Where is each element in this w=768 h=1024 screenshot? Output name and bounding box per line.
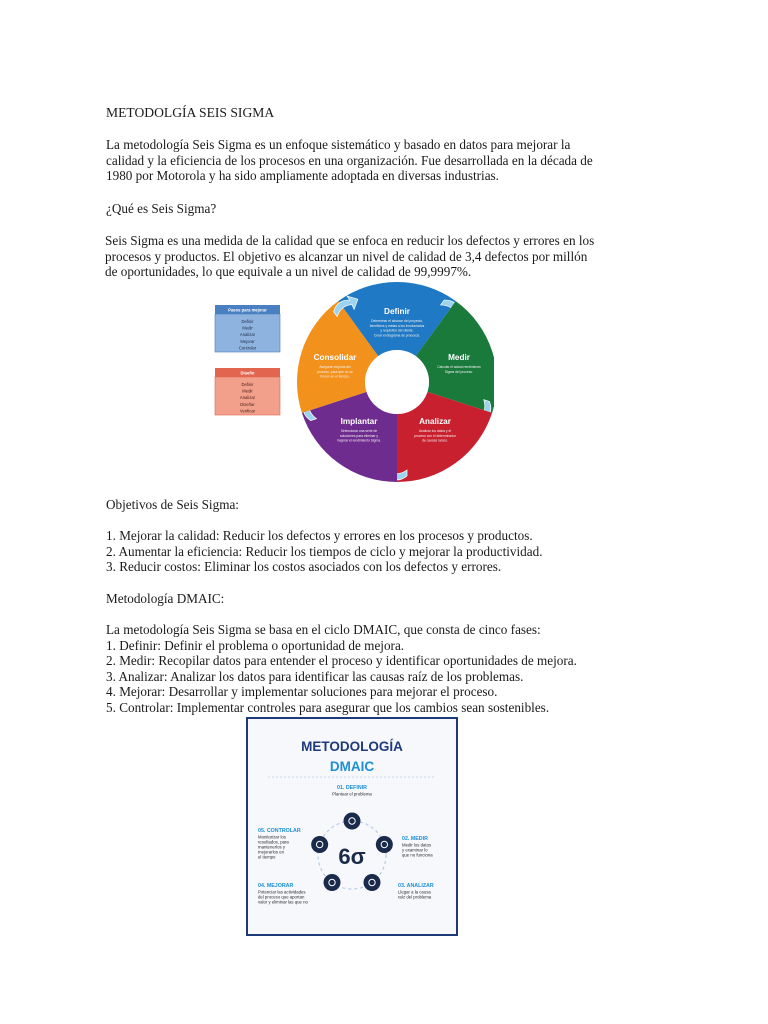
- segment-label: Medir: [448, 353, 470, 362]
- segment-label: Implantar: [340, 417, 378, 426]
- segment-description: mejorar el rendimiento Sigma.: [337, 438, 381, 443]
- list-item: 4. Mejorar: Desarrollar y implementar soluciones para mejorar el proceso.: [106, 684, 498, 700]
- segment-description: Seleccionar una serie de: [340, 429, 378, 433]
- step-description: Potenciar las actividades: [258, 889, 306, 895]
- section-heading-dmaic: Metodología DMAIC:: [106, 591, 225, 606]
- step-description: y examinar lo: [402, 847, 428, 853]
- text-line: Seis Sigma es una medida de la calidad que se enfoca en reducir los defectos y errores en los: [105, 233, 595, 248]
- section-heading-que-es: ¿Qué es Seis Sigma?: [106, 201, 217, 216]
- text-line: procesos y productos. El objetivo es alcanzar un nivel de calidad de 3,4 defectos por millón: [105, 248, 588, 264]
- list-item: 5. Controlar: Implementar controles para asegurar que los cambios sean sostenibles.: [106, 699, 550, 715]
- step-description: raíz del problema: [398, 894, 432, 900]
- step-description: del proceso que aportan: [258, 894, 305, 900]
- step-description: Plantear el problema: [332, 791, 372, 797]
- step-label: 04. MEJORAR: [258, 883, 294, 889]
- segment-label: Analizar: [419, 417, 451, 426]
- text-line: calidad y la eficiencia de los procesos en una organización. Fue desarrollada en la década de: [106, 152, 593, 168]
- steps-box-blue: [215, 305, 280, 352]
- segment-description: Asegurar mejoras del: [319, 365, 351, 369]
- box-list-item: Mejorar: [240, 338, 255, 344]
- dmaic-infographic-art: [248, 719, 456, 934]
- segment-description: proceso, para que no se: [317, 369, 353, 374]
- text-line: de oportunidades, lo que equivale a un nivel de calidad de 99,9997%.: [105, 264, 472, 280]
- page-title: METODOLGÍA SEIS SIGMA: [106, 105, 275, 120]
- segment-description: de causas raíces.: [422, 438, 448, 443]
- list-item: 3. Reducir costos: Eliminar los costos asociados con los defectos y errores.: [106, 559, 502, 575]
- step-description: mejorarlos en: [258, 849, 285, 855]
- step-description: valor y eliminar las que no: [258, 899, 308, 905]
- dmaic-infographic: [246, 717, 458, 936]
- list-item: 1. Definir: Definir el problema o oportunidad de mejora.: [106, 637, 405, 653]
- box-list-item: Definir: [241, 382, 254, 387]
- box-list-item: Definir: [241, 319, 254, 324]
- segment-description: y requisitos del cliente.: [380, 328, 414, 333]
- text-line: 1980 por Motorola y ha sido ampliamente adoptada en diversas industrias.: [106, 168, 499, 184]
- step-description: mantenerlos y: [258, 844, 285, 850]
- step-label: 01. DEFINIR: [336, 785, 368, 791]
- segment-description: Calcular el actual rendimiento: [437, 365, 481, 369]
- box-list-item: Medir: [242, 325, 253, 331]
- step-label: 02. MEDIR: [402, 836, 428, 842]
- segment-label: Consolidar: [313, 353, 357, 362]
- box-list-item: Controlar: [238, 345, 257, 351]
- step-description: que no funciona: [402, 852, 433, 858]
- section-heading-objetivos: Objetivos de Seis Sigma:: [106, 497, 239, 512]
- segment-description: beneficios y metas a los involucrados: [369, 323, 425, 328]
- intro-paragraph: [106, 137, 606, 184]
- step-chart-icon: [363, 874, 380, 891]
- list-item: 2. Aumentar la eficiencia: Reducir los tiempos de ciclo y mejorar la productividad.: [106, 543, 543, 559]
- box-list-item: Verificar: [239, 408, 256, 414]
- step-target-icon: [344, 813, 361, 830]
- box-list-item: Medir: [242, 388, 253, 394]
- segment-description: frenen en el tiempo.: [320, 374, 350, 379]
- ring-center: [365, 350, 429, 414]
- steps-box-title: Pasos para mejorar: [228, 307, 267, 313]
- list-item: 3. Analizar: Analizar los datos para identificar las causas raíz de los problemas.: [106, 668, 524, 684]
- infographic-title: METODOLOGÍA: [301, 739, 403, 754]
- segment-description: Determinar el alcance del proyecto,: [371, 319, 423, 323]
- step-label: 05. CONTROLAR: [258, 828, 301, 834]
- step-clipboard-icon: [376, 836, 393, 853]
- segment-description: Crear el diagrama de procesos.: [373, 333, 421, 338]
- step-gear-icon: [324, 874, 341, 891]
- step-description: resultados, para: [258, 839, 289, 845]
- cycle-ring: [297, 282, 494, 482]
- segment-description: Sigma del proceso.: [444, 369, 474, 374]
- list-item: 2. Medir: Recopilar datos para entender el proceso y identificar oportunidades de mejora.: [106, 653, 577, 669]
- segment-description: soluciones para eliminar y: [339, 433, 379, 438]
- box-list-item: Analizar: [239, 395, 256, 401]
- step-label: 03. ANALIZAR: [398, 883, 434, 889]
- sigma-center-label: 6σ: [338, 844, 366, 869]
- box-list-item: Analizar: [239, 332, 256, 338]
- step-description: Medir los datos: [402, 842, 432, 848]
- list-intro: La metodología Seis Sigma se basa en el ciclo DMAIC, que consta de cinco fases:: [106, 622, 541, 637]
- text-line: La metodología Seis Sigma es un enfoque sistemático y basado en datos para mejorar la: [106, 137, 571, 152]
- step-description: Llegar a la causa: [398, 889, 431, 895]
- objetivos-list: [106, 528, 606, 575]
- step-description: Monitorizar los: [258, 834, 286, 840]
- design-box-title: Diseño: [240, 370, 255, 376]
- que-es-paragraph: [105, 233, 605, 280]
- six-sigma-cycle-figure: [210, 280, 494, 488]
- steps-box-orange: [215, 368, 280, 415]
- segment-label: Definir: [384, 307, 410, 316]
- infographic-subtitle: DMAIC: [329, 759, 375, 774]
- list-item: 1. Mejorar la calidad: Reducir los defectos y errores en los procesos y productos.: [106, 528, 533, 543]
- step-network-icon: [311, 836, 328, 853]
- box-list-item: Diseñar: [240, 401, 255, 407]
- step-description: el tiempo: [258, 854, 276, 860]
- segment-description: Analizar los datos y el: [418, 429, 452, 433]
- segment-description: proceso con el determinador: [414, 433, 456, 438]
- dmaic-list: [106, 622, 606, 716]
